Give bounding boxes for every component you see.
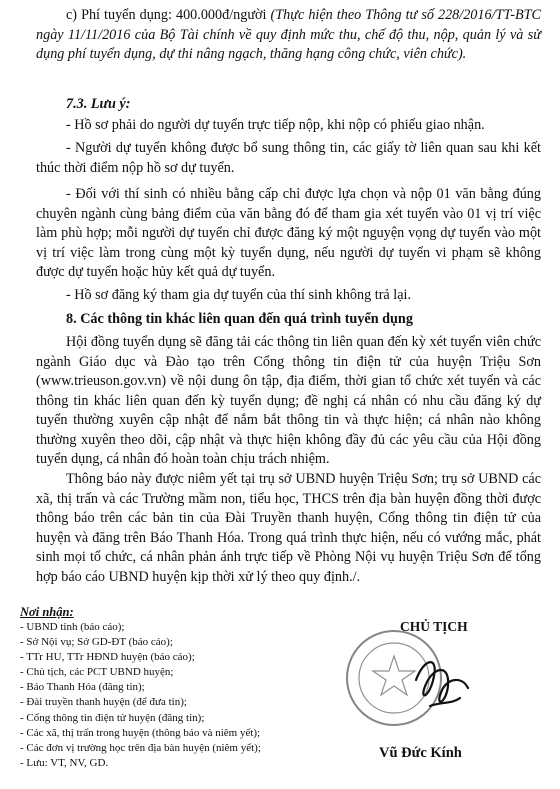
official-stamp-seal	[338, 618, 488, 743]
recipient-item: - Lưu: VT, NV, GD.	[20, 756, 109, 769]
fee-text: c) Phí tuyển dụng: 400.000đ/người	[66, 7, 267, 23]
recipient-item: - Các đơn vị trường học trên địa bàn huyện (niêm yết);	[20, 741, 261, 754]
recipient-item: - UBND tỉnh (báo cáo);	[20, 621, 125, 633]
note-3: - Đối với thí sinh có nhiều bằng cấp chỉ được lựa chọn và nộp 01 văn bằng đúng chuyên ngành cùng bảng điểm của văn bằng đó để tham gia xét tuyển vào 01 vị trí việc làm phù hợp; mỗi người dự tuyển chỉ được đăng ký một nguyện vọng dự tuyển vào một vị trí việc làm trong cùng một kỳ tuyển dụng, nếu người dự tuyển vi phạm sẽ không được dự tuyển hoặc hủy kết quả dự tuyển.	[36, 186, 541, 280]
note-1: - Hồ sơ phải do người dự tuyển trực tiếp nộp, khi nộp có phiếu giao nhận.	[66, 117, 485, 133]
recipient-item: - TTr HU, TTr HĐND huyện (báo cáo);	[20, 651, 195, 664]
recipient-item: - Báo Thanh Hóa (đăng tin);	[20, 681, 145, 694]
recipient-item: - Các xã, thị trấn trong huyện (thông báo và niêm yết);	[20, 726, 261, 739]
recipients-list	[20, 620, 261, 771]
fee-note: (Thực hiện theo Thông tư số 228/2016/TT-BTC ngày 11/11/2016 của Bộ Tài chính về quy định mức thu, chế độ thu, nộp, quản lý và sử dụng phí tuyển dụng, dự thi nâng ngạch, thăng hạng công chức, viên chức).	[36, 7, 542, 62]
recipient-item: - Cổng thông tin điện tử huyện (đăng tin);	[20, 711, 205, 724]
recipient-item: - Đài truyền thanh huyện (để đưa tin);	[20, 696, 187, 709]
recipient-item: - Sở Nội vụ; Sở GD-ĐT (báo cáo);	[20, 636, 173, 649]
recipients-title: Nơi nhận:	[20, 605, 74, 619]
note-4: - Hồ sơ đăng ký tham gia dự tuyển của thí sinh không trả lại.	[66, 287, 411, 303]
closing-paragraph: Thông báo này được niêm yết tại trụ sở UBND huyện Triệu Sơn; trụ sở UBND các xã, thị trấn và các Trường mầm non, tiểu học, THCS trên địa bàn huyện đồng thời được thông báo trên các bản tin của Đài Truyền thanh huyện, Cổng thông tin điện tử của huyện và đăng trên Báo Thanh Hóa. Trong quá trình thực hiện, nếu có vướng mắc, phát sinh mọi tổ chức, cá nhân phản ánh trực tiếp về Phòng Nội vụ huyện Triệu Sơn để tổng hợp báo cáo UBND huyện kịp thời xử lý theo quy định./.	[36, 471, 541, 585]
signer-title: CHỦ TỊCH	[400, 619, 468, 634]
recipient-item: - Chủ tịch, các PCT UBND huyện;	[20, 666, 174, 679]
section-7-3-heading: 7.3. Lưu ý:	[66, 96, 131, 112]
section-8-body: Hội đồng tuyển dụng sẽ đăng tải các thông tin liên quan đến kỳ xét tuyển viên chức ngành Giáo dục và Đào tạo trên Cổng thông tin điện tử của huyện Triệu Sơn (www.trieuson.gov.vn) về nội dung ôn tập, địa điểm, thời gian tổ chức xét tuyển và các thông tin khác liên quan đến kỳ tuyển dụng; đề nghị cá nhân có nhu cầu đăng ký dự tuyển thường xuyên cập nhật để nắm bắt thông tin và thực hiện; cá nhân nào không thường xuyên theo dõi, cập nhật và thực hiện không đầy đủ các yêu cầu của Hội đồng tuyển dụng, cá nhân đó hoàn toàn chịu trách nhiệm.	[36, 334, 541, 467]
section-8-heading: 8. Các thông tin khác liên quan đến quá trình tuyển dụng	[66, 311, 413, 327]
fee-paragraph	[36, 6, 541, 65]
handwritten-signature	[416, 662, 468, 706]
signer-name: Vũ Đức Kính	[379, 745, 462, 761]
note-2: - Người dự tuyển không được bổ sung thông tin, các giấy tờ liên quan sau khi kết thúc thời điểm nộp hồ sơ dự tuyển.	[36, 140, 541, 176]
